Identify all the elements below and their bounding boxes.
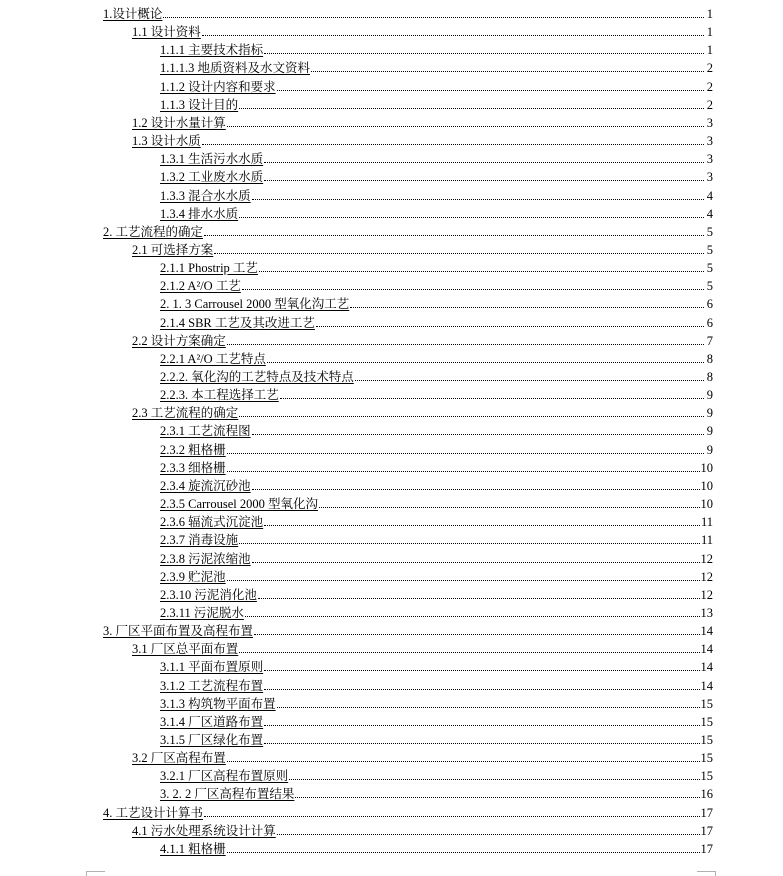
toc-entry-title[interactable]: 4.1.1 粗格栅 — [160, 841, 226, 856]
toc-page-number: 10 — [700, 478, 713, 493]
toc-entry-title[interactable]: 2.1.4 SBR 工艺及其改进工艺 — [160, 315, 315, 330]
toc-dot-leader — [264, 525, 700, 526]
toc-entry-title[interactable]: 3.1.2 工艺流程布置 — [160, 678, 264, 693]
toc-entry-title[interactable]: 1.1.1.3 地质资料及水文资料 — [160, 61, 311, 76]
toc-entry[interactable] — [160, 312, 713, 330]
toc-entry-title[interactable]: 3.1.4 厂区道路布置 — [160, 714, 264, 729]
toc-entry[interactable] — [160, 493, 713, 511]
toc-entry-title[interactable]: 2.3.5 Carrousel 2000 型氧化沟 — [160, 497, 318, 512]
toc-dot-leader — [202, 35, 704, 36]
toc-dot-leader — [239, 543, 700, 544]
toc-dot-leader — [163, 17, 704, 18]
toc-dot-leader — [264, 162, 704, 163]
toc-entry-title[interactable]: 2.3.4 旋流沉砂池 — [160, 478, 251, 493]
toc-entry[interactable] — [160, 548, 713, 566]
toc-entry-title[interactable]: 2.3.6 辐流式沉淀池 — [160, 515, 264, 530]
toc-entry-title[interactable]: 2. 工艺流程的确定 — [103, 224, 204, 239]
toc-dot-leader — [277, 834, 700, 835]
toc-entry[interactable] — [160, 203, 713, 221]
toc-page-number: 14 — [700, 660, 713, 675]
toc-entry[interactable] — [160, 293, 713, 311]
toc-dot-leader — [280, 398, 704, 399]
toc-entry-title[interactable]: 3.2.1 厂区高程布置原则 — [160, 769, 289, 784]
toc-dot-leader — [227, 344, 704, 345]
toc-entry-title[interactable]: 1.1.3 设计目的 — [160, 97, 239, 112]
toc-page-number: 14 — [700, 678, 713, 693]
toc-page-number: 15 — [700, 714, 713, 729]
toc-entry[interactable] — [103, 3, 713, 21]
toc-page-number: 15 — [700, 733, 713, 747]
toc-entry[interactable] — [160, 439, 713, 457]
toc-entry-title[interactable]: 4. 工艺设计计算书 — [103, 805, 204, 820]
toc-dot-leader — [254, 634, 699, 635]
toc-entry-title[interactable]: 2.3 工艺流程的确定 — [132, 406, 239, 421]
toc-page-number: 6 — [706, 297, 713, 312]
toc-page-number: 12 — [700, 587, 713, 602]
toc-entry-title[interactable]: 2. 1. 3 Carrousel 2000 型氧化沟工艺 — [160, 297, 350, 312]
toc-dot-leader — [277, 707, 700, 708]
toc-dot-leader — [319, 507, 700, 508]
toc-entry-title[interactable]: 2.1.1 Phostrip 工艺 — [160, 261, 258, 276]
toc-entry[interactable] — [160, 348, 713, 366]
toc-entry[interactable] — [103, 802, 713, 820]
toc-page-number: 4 — [706, 188, 713, 203]
toc-entry-title[interactable]: 4.1 污水处理系统设计计算 — [132, 823, 276, 838]
toc-entry-title[interactable]: 2.3.2 粗格栅 — [160, 442, 226, 457]
toc-dot-leader — [227, 471, 700, 472]
toc-page-number: 17 — [700, 841, 713, 856]
toc-dot-leader — [227, 761, 700, 762]
toc-page-number: 9 — [706, 388, 713, 403]
toc-entry-title[interactable]: 1.2 设计水量计算 — [132, 115, 226, 130]
toc-entry[interactable] — [160, 584, 713, 602]
toc-entry-title[interactable]: 3.2 厂区高程布置 — [132, 751, 226, 766]
toc-page-number: 10 — [700, 497, 713, 512]
toc-page-number: 15 — [700, 769, 713, 784]
toc-page-number: 7 — [706, 333, 713, 348]
toc-entry-title[interactable]: 2.2.3. 本工程选择工艺 — [160, 388, 279, 403]
toc-entry[interactable] — [160, 729, 713, 747]
toc-entry[interactable] — [160, 475, 713, 493]
toc-entry[interactable] — [160, 693, 713, 711]
page-corner-mark-left — [86, 871, 105, 876]
toc-page-number: 4 — [706, 206, 713, 221]
toc-entry-title[interactable]: 1.3.3 混合水水质 — [160, 188, 251, 203]
toc-entry[interactable] — [132, 402, 713, 420]
toc-page-number: 3 — [706, 115, 713, 130]
toc-entry[interactable] — [160, 366, 713, 384]
toc-page-number: 9 — [706, 424, 713, 439]
toc-page-number: 11 — [700, 533, 713, 548]
toc-dot-leader — [316, 326, 704, 327]
toc-page-number: 2 — [706, 97, 713, 112]
toc-dot-leader — [264, 725, 699, 726]
toc-entry[interactable] — [160, 529, 713, 547]
toc-dot-leader — [239, 217, 704, 218]
toc-page-number: 1 — [706, 25, 713, 40]
toc-entry-title[interactable]: 2.3.3 细格栅 — [160, 460, 226, 475]
toc-entry-title[interactable]: 2.3.10 污泥消化池 — [160, 587, 257, 602]
toc-page-number: 16 — [700, 787, 713, 802]
toc-entry[interactable] — [160, 457, 713, 475]
toc-entry[interactable] — [103, 221, 713, 239]
toc-page-number: 17 — [700, 805, 713, 820]
toc-entry-title[interactable]: 2.3.1 工艺流程图 — [160, 424, 251, 439]
toc-dot-leader — [227, 580, 700, 581]
toc-dot-leader — [264, 53, 704, 54]
toc-dot-leader — [267, 362, 704, 363]
toc-entry-title[interactable]: 1.1.1 主要技术指标 — [160, 43, 264, 58]
toc-entry[interactable] — [160, 711, 713, 729]
toc-dot-leader — [252, 489, 700, 490]
toc-dot-leader — [252, 562, 700, 563]
toc-entry-title[interactable]: 2.2.1 A²/O 工艺特点 — [160, 351, 266, 366]
toc-entry[interactable] — [160, 57, 713, 75]
toc-page-number: 15 — [700, 751, 713, 766]
toc-entry[interactable] — [132, 21, 713, 39]
toc-dot-leader — [239, 108, 704, 109]
toc-entry-title[interactable]: 2.3.9 贮泥池 — [160, 569, 226, 584]
toc-dot-leader — [214, 253, 704, 254]
toc-dot-leader — [245, 616, 700, 617]
toc-dot-leader — [252, 199, 704, 200]
toc-dot-leader — [252, 434, 704, 435]
toc-entry[interactable] — [160, 511, 713, 529]
toc-dot-leader — [204, 816, 699, 817]
toc-page-number: 17 — [700, 823, 713, 838]
toc-dot-leader — [227, 852, 700, 853]
toc-entry-title[interactable]: 2.1 可选择方案 — [132, 242, 214, 257]
toc-page-number: 3 — [706, 134, 713, 149]
toc-entry[interactable] — [132, 747, 713, 765]
toc-page-number: 14 — [700, 642, 713, 657]
toc-entry[interactable] — [160, 602, 713, 620]
toc-entry-title[interactable]: 1.3.4 排水水质 — [160, 206, 239, 221]
toc-entry[interactable] — [160, 39, 713, 57]
toc-dot-leader — [259, 271, 704, 272]
toc-dot-leader — [295, 797, 699, 798]
toc-entry-title[interactable]: 3.1.3 构筑物平面布置 — [160, 696, 276, 711]
toc-dot-leader — [350, 307, 704, 308]
toc-entry[interactable] — [132, 638, 713, 656]
toc-entry-title[interactable]: 3.1 厂区总平面布置 — [132, 642, 239, 657]
toc-dot-leader — [311, 71, 704, 72]
toc-entry[interactable] — [160, 765, 713, 783]
toc-entry[interactable] — [160, 185, 713, 203]
toc-page-number: 9 — [706, 442, 713, 457]
toc-entry[interactable] — [160, 76, 713, 94]
toc-page-number: 5 — [706, 242, 713, 257]
toc-entry[interactable] — [160, 420, 713, 438]
toc-page-number: 1 — [706, 43, 713, 58]
toc-dot-leader — [264, 743, 699, 744]
toc-entry-title[interactable]: 1.3 设计水质 — [132, 134, 201, 149]
toc-entry-title[interactable]: 3. 2. 2 厂区高程布置结果 — [160, 787, 295, 802]
toc-entry-title[interactable]: 3.1.1 平面布置原则 — [160, 660, 264, 675]
toc-page-number: 2 — [706, 79, 713, 94]
page-corner-mark-right — [697, 871, 716, 876]
toc-page-number: 11 — [700, 515, 713, 530]
toc-dot-leader — [264, 670, 699, 671]
toc-entry-title[interactable]: 1.3.1 生活污水水质 — [160, 152, 264, 167]
toc-dot-leader — [239, 416, 704, 417]
toc-dot-leader — [204, 235, 704, 236]
toc-entry-title[interactable]: 1.1.2 设计内容和要求 — [160, 79, 276, 94]
toc-page-number: 8 — [706, 370, 713, 384]
toc-entry[interactable] — [160, 783, 713, 801]
toc-page-number: 1 — [706, 7, 713, 21]
toc-dot-leader — [264, 180, 704, 181]
toc-page-number: 13 — [700, 605, 713, 620]
toc-entry-title[interactable]: 3. 厂区平面布置及高程布置 — [103, 624, 254, 639]
toc-page-number: 8 — [706, 351, 713, 366]
toc-entry-title[interactable]: 2.3.8 污泥浓缩池 — [160, 551, 251, 566]
toc-entry[interactable] — [132, 330, 713, 348]
toc-entry[interactable] — [132, 112, 713, 130]
toc-page-number: 10 — [700, 460, 713, 475]
toc-page-number: 12 — [700, 551, 713, 566]
toc-page-number: 12 — [700, 569, 713, 584]
toc-entry[interactable] — [132, 820, 713, 838]
toc-entry-title[interactable]: 3.1.5 厂区绿化布置 — [160, 733, 264, 747]
toc-dot-leader — [227, 453, 704, 454]
toc-page-number: 5 — [706, 224, 713, 239]
toc-entry-title[interactable]: 2.2.2. 氧化沟的工艺特点及技术特点 — [160, 370, 354, 384]
toc-page-number: 5 — [706, 279, 713, 294]
toc-entry[interactable] — [132, 239, 713, 257]
toc-entry[interactable] — [160, 257, 713, 275]
toc-dot-leader — [242, 289, 704, 290]
toc-dot-leader — [202, 144, 704, 145]
toc-dot-leader — [289, 779, 699, 780]
toc-entry[interactable] — [160, 656, 713, 674]
toc-dot-leader — [258, 598, 700, 599]
toc-entry-title[interactable]: 2.2 设计方案确定 — [132, 333, 226, 348]
toc-entry[interactable] — [160, 675, 713, 693]
toc-dot-leader — [277, 90, 704, 91]
toc-page-number: 14 — [700, 624, 713, 639]
toc-page-number: 6 — [706, 315, 713, 330]
toc-entry-title[interactable]: 1.设计概论 — [103, 7, 163, 21]
toc-dot-leader — [239, 652, 699, 653]
toc-entry[interactable] — [132, 130, 713, 148]
toc-page-number: 9 — [706, 406, 713, 421]
toc-entry[interactable] — [160, 148, 713, 166]
toc-entry-title[interactable]: 2.3.7 消毒设施 — [160, 533, 239, 548]
toc-entry[interactable] — [160, 275, 713, 293]
toc-entry[interactable] — [160, 566, 713, 584]
toc-entry[interactable] — [160, 166, 713, 184]
toc-page-number: 3 — [706, 152, 713, 167]
toc-entry-title[interactable]: 2.3.11 污泥脱水 — [160, 605, 244, 620]
toc-entry-title[interactable]: 1.3.2 工业废水水质 — [160, 170, 264, 185]
toc-page-number: 5 — [706, 261, 713, 276]
toc-entry[interactable] — [160, 384, 713, 402]
toc-entry-title[interactable]: 1.1 设计资料 — [132, 25, 201, 40]
toc-dot-leader — [264, 689, 699, 690]
toc-entry-title[interactable]: 2.1.2 A²/O 工艺 — [160, 279, 241, 294]
toc-entry[interactable] — [160, 94, 713, 112]
toc-dot-leader — [227, 126, 704, 127]
toc-page-number: 2 — [706, 61, 713, 76]
toc-entry[interactable] — [103, 620, 713, 638]
toc-page-number: 3 — [706, 170, 713, 185]
toc-page-number: 15 — [700, 696, 713, 711]
toc-entry[interactable] — [160, 838, 713, 856]
toc-dot-leader — [355, 380, 704, 381]
